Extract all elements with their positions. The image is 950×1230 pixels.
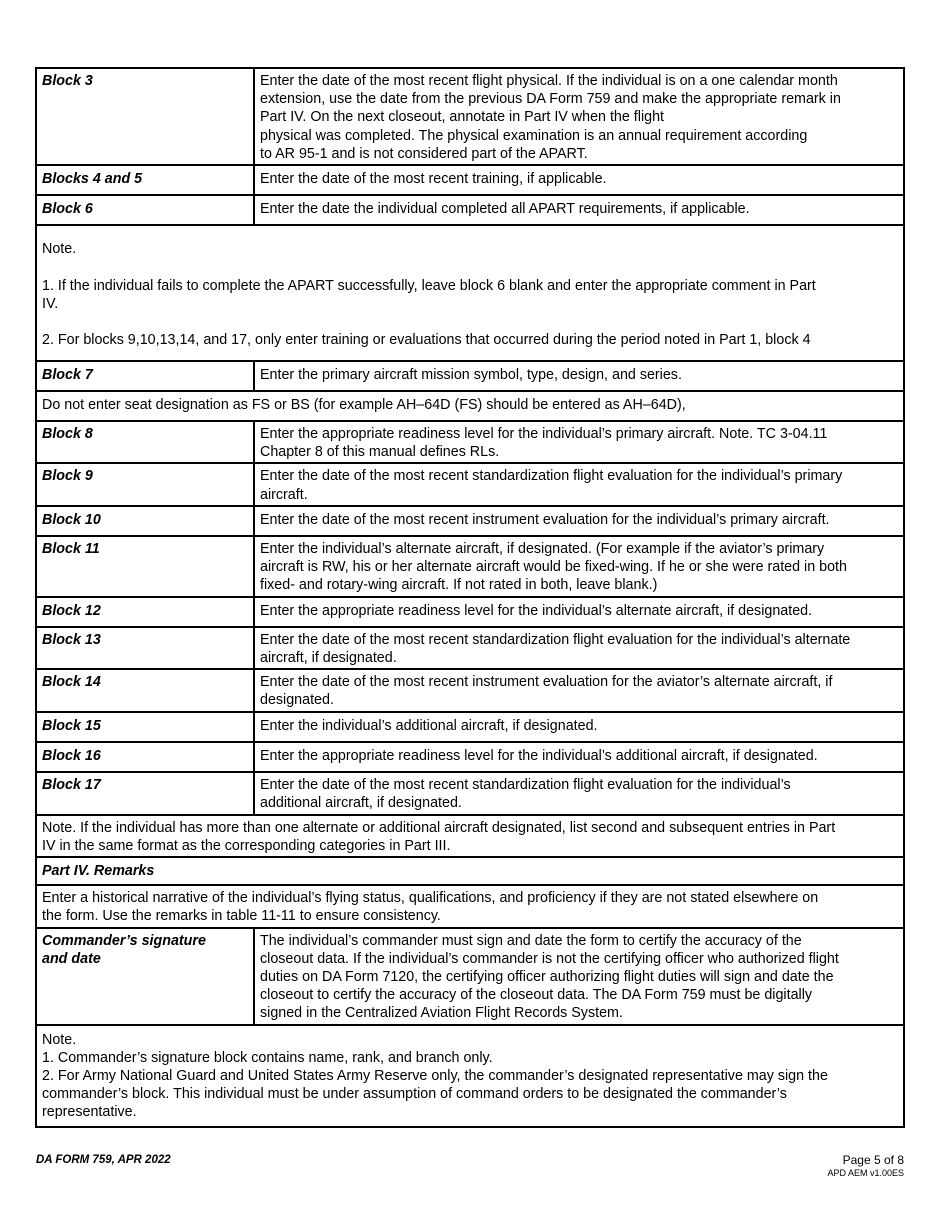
block-14-text: Enter the date of the most recent instrument evaluation for the aviator’s alternate aircraft, if designated.	[254, 669, 904, 711]
block-10-label: Block 10	[36, 506, 254, 536]
version-label: APD AEM v1.00ES	[827, 1168, 904, 1178]
table-row	[36, 165, 904, 195]
commander-signature-text: The individual’s commander must sign and date the form to certify the accuracy of the closeout data. If the individual’s commander is not the certifying officer who authorized flight duties on DA Form 7120, the certifying officer authorizing flight duties will sign and date the closeout to certify the accuracy of the closeout data. The DA Form 759 must be digitally signed in the Centralized Aviation Flight Records System.	[254, 928, 904, 1025]
block-6-text: Enter the date the individual completed all APART requirements, if applicable.	[254, 195, 904, 225]
block-6-label: Block 6	[36, 195, 254, 225]
table-row	[36, 669, 904, 711]
seat-designation-note: Do not enter seat designation as FS or BS (for example AH–64D (FS) should be entered as AH–64D),	[36, 391, 904, 421]
table-row	[36, 225, 904, 360]
table-row	[36, 712, 904, 742]
block-8-label: Block 8	[36, 421, 254, 463]
table-row	[36, 928, 904, 1025]
table-row	[36, 421, 904, 463]
block-16-text: Enter the appropriate readiness level for the individual’s additional aircraft, if designated.	[254, 742, 904, 772]
block-3-text: Enter the date of the most recent flight physical. If the individual is on a one calendar month extension, use the date from the previous DA Form 759 and make the appropriate remark in Part IV. On the next closeout, annotate in Part IV when the flight physical was completed. The physical examination is an annual requirement according to AR 95-1 and is not considered part of the APART.	[254, 68, 904, 165]
table-row	[36, 815, 904, 857]
table-row	[36, 857, 904, 885]
part-iv-heading: Part IV. Remarks	[36, 857, 904, 885]
block-14-label: Block 14	[36, 669, 254, 711]
table-row	[36, 1025, 904, 1127]
note-apart: Note. 1. If the individual fails to complete the APART successfully, leave block 6 blank and enter the appropriate comment in Part IV. 2. For blocks 9,10,13,14, and 17, only enter training or evaluations that occurred during the period noted in Part 1, block 4	[36, 225, 904, 360]
table-row	[36, 772, 904, 814]
part-iv-instructions: Enter a historical narrative of the individual’s flying status, qualifications, and proficiency if they are not stated elsewhere on the form. Use the remarks in table 11-11 to ensure consistency.	[36, 885, 904, 927]
block-9-text: Enter the date of the most recent standardization flight evaluation for the individual’s primary aircraft.	[254, 463, 904, 505]
block-15-label: Block 15	[36, 712, 254, 742]
block-17-text: Enter the date of the most recent standardization flight evaluation for the individual’s additional aircraft, if designated.	[254, 772, 904, 814]
block-17-label: Block 17	[36, 772, 254, 814]
note-multiple-aircraft: Note. If the individual has more than one alternate or additional aircraft designated, list second and subsequent entries in Part IV in the same format as the corresponding categories in Part III.	[36, 815, 904, 857]
block-11-text: Enter the individual’s alternate aircraft, if designated. (For example if the aviator’s primary aircraft is RW, his or her alternate aircraft would be fixed-wing. If he or she were rated in both fixed- and rotary-wing aircraft. If not rated in both, leave blank.)	[254, 536, 904, 597]
page-number: Page 5 of 8	[842, 1153, 904, 1167]
instructions-table	[35, 67, 905, 1128]
table-row	[36, 506, 904, 536]
table-row	[36, 463, 904, 505]
table-row	[36, 361, 904, 391]
block-8-text: Enter the appropriate readiness level for the individual’s primary aircraft. Note. TC 3-04.11 Chapter 8 of this manual defines RLs.	[254, 421, 904, 463]
blocks-4-5-text: Enter the date of the most recent training, if applicable.	[254, 165, 904, 195]
block-12-label: Block 12	[36, 597, 254, 627]
table-row	[36, 391, 904, 421]
block-16-label: Block 16	[36, 742, 254, 772]
note-commander: Note. 1. Commander’s signature block contains name, rank, and branch only. 2. For Army National Guard and United States Army Reserve only, the commander’s designated representative may sign the commander’s block. This individual must be under assumption of command orders to be designated the commander’s representative.	[36, 1025, 904, 1127]
block-15-text: Enter the individual’s additional aircraft, if designated.	[254, 712, 904, 742]
table-row	[36, 885, 904, 927]
blocks-4-5-label: Blocks 4 and 5	[36, 165, 254, 195]
block-13-text: Enter the date of the most recent standardization flight evaluation for the individual’s alternate aircraft, if designated.	[254, 627, 904, 669]
table-row	[36, 195, 904, 225]
block-7-text: Enter the primary aircraft mission symbol, type, design, and series.	[254, 361, 904, 391]
table-row	[36, 536, 904, 597]
page-info	[827, 1153, 904, 1178]
form-name: DA FORM 759, APR 2022	[36, 1154, 171, 1166]
block-9-label: Block 9	[36, 463, 254, 505]
block-3-label: Block 3	[36, 68, 254, 165]
table-row	[36, 68, 904, 165]
table-row	[36, 627, 904, 669]
table-row	[36, 742, 904, 772]
block-12-text: Enter the appropriate readiness level for the individual’s alternate aircraft, if designated.	[254, 597, 904, 627]
commander-signature-label: Commander’s signature and date	[36, 928, 254, 1025]
block-7-label: Block 7	[36, 361, 254, 391]
block-10-text: Enter the date of the most recent instrument evaluation for the individual’s primary aircraft.	[254, 506, 904, 536]
block-11-label: Block 11	[36, 536, 254, 597]
block-13-label: Block 13	[36, 627, 254, 669]
table-row	[36, 597, 904, 627]
